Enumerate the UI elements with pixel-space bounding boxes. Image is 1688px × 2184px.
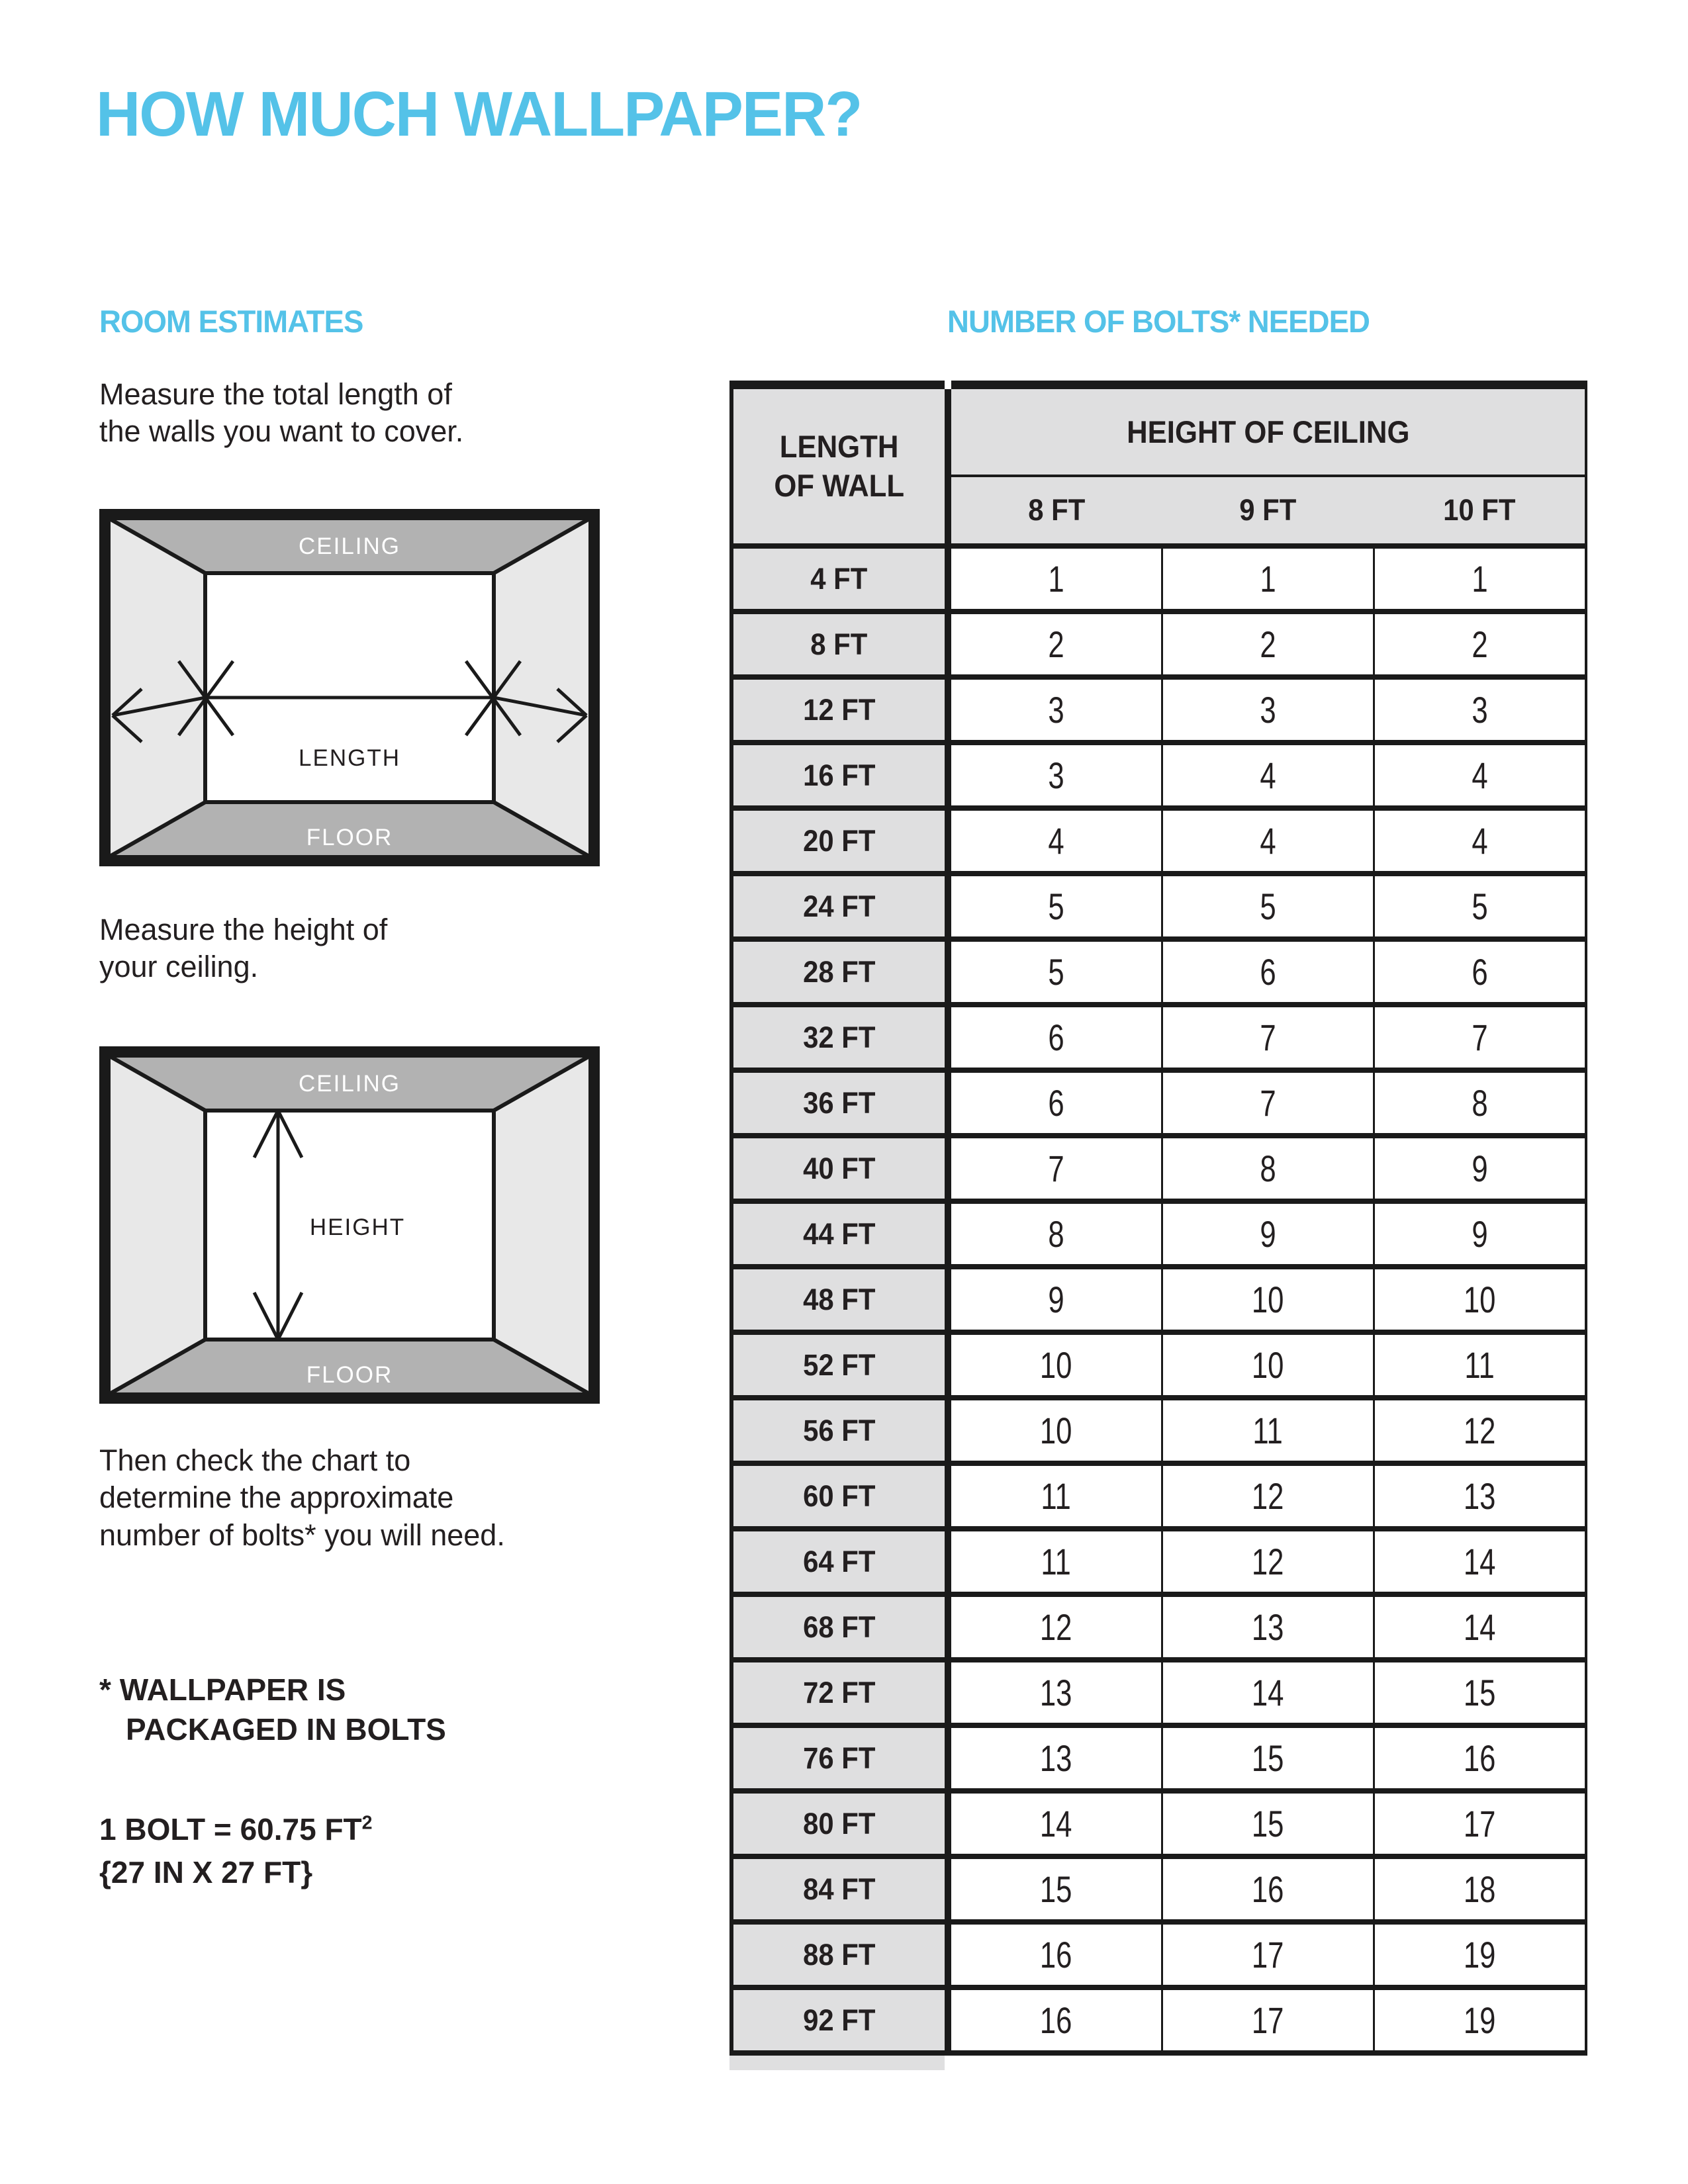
cell-9ft: 4 <box>1163 745 1375 805</box>
column-divider <box>945 1269 951 1330</box>
row-label: 12 FT <box>729 680 945 740</box>
floor-label: FLOOR <box>306 1362 393 1388</box>
table-row <box>729 680 1585 745</box>
row-label: 56 FT <box>729 1400 945 1461</box>
instruction-line: your ceiling. <box>99 949 259 983</box>
column-divider <box>945 1597 951 1657</box>
bolts-table-heading: NUMBER OF BOLTS* NEEDED <box>947 304 1370 339</box>
cell-10ft: 18 <box>1464 1868 1496 1910</box>
column-divider <box>945 680 951 740</box>
row-label: 88 FT <box>729 1925 945 1985</box>
cell-9ft: 2 <box>1163 614 1375 674</box>
bolt-footnote <box>99 1670 675 1750</box>
row-label: 8 FT <box>729 614 945 674</box>
cell-9ft: 6 <box>1163 942 1375 1002</box>
bolt-dimensions: {27 IN X 27 FT} <box>99 1854 313 1889</box>
table-row <box>729 1466 1585 1531</box>
table-row <box>729 1662 1585 1728</box>
cell-8ft: 14 <box>951 1794 1163 1854</box>
cell-10ft: 14 <box>1464 1541 1496 1582</box>
footnote-text-line: PACKAGED IN BOLTS <box>126 1712 446 1747</box>
footnote-text-line: WALLPAPER IS <box>119 1672 346 1707</box>
table-row <box>729 1007 1585 1073</box>
table-header <box>729 389 1585 549</box>
room-estimates-heading: ROOM ESTIMATES <box>99 304 363 339</box>
room-estimates-section <box>99 303 675 1893</box>
table-footer-overhang <box>729 2056 945 2070</box>
instruction-measure-length <box>99 376 675 451</box>
cell-8ft: 9 <box>951 1269 1163 1330</box>
row-label: 28 FT <box>729 942 945 1002</box>
cell-8ft: 10 <box>951 1400 1163 1461</box>
cell-9ft: 17 <box>1163 1990 1375 2050</box>
ceiling-label: CEILING <box>298 533 401 559</box>
instruction-check-chart <box>99 1442 675 1554</box>
bolts-table <box>729 381 1587 2070</box>
left-wall-surface <box>109 1056 205 1394</box>
row-label: 44 FT <box>729 1204 945 1264</box>
column-divider <box>945 1925 951 1985</box>
column-divider <box>945 1859 951 1919</box>
length-of-wall-header <box>729 389 945 543</box>
cell-10ft: 8 <box>1472 1082 1488 1124</box>
cell-8ft: 12 <box>951 1597 1163 1657</box>
cell-10ft: 19 <box>1464 1934 1496 1976</box>
height-of-ceiling-header <box>951 389 1585 477</box>
cell-9ft: 7 <box>1163 1007 1375 1068</box>
cell-10ft: 6 <box>1472 951 1488 993</box>
column-divider <box>945 1728 951 1788</box>
bolts-needed-section <box>729 303 1587 2070</box>
cell-8ft: 8 <box>951 1204 1163 1264</box>
cell-9ft: 3 <box>1163 680 1375 740</box>
cell-9ft: 9 <box>1163 1204 1375 1264</box>
cell-9ft: 7 <box>1163 1073 1375 1133</box>
table-row <box>729 1859 1585 1925</box>
cell-10ft: 7 <box>1472 1017 1488 1058</box>
instruction-line: number of bolts* you will need. <box>99 1518 505 1552</box>
footnote-asterisk: * <box>99 1672 111 1707</box>
column-divider <box>945 389 951 543</box>
column-divider <box>945 1531 951 1592</box>
cell-8ft: 11 <box>951 1531 1163 1592</box>
row-label: 80 FT <box>729 1794 945 1854</box>
ceiling-height-subheader <box>951 477 1585 543</box>
cell-9ft: 11 <box>1163 1400 1375 1461</box>
row-label: 64 FT <box>729 1531 945 1592</box>
cell-10ft: 19 <box>1464 1999 1496 2041</box>
row-label: 20 FT <box>729 811 945 871</box>
bolt-equation-superscript: 2 <box>361 1812 373 1834</box>
cell-8ft: 7 <box>951 1138 1163 1199</box>
row-label: 52 FT <box>729 1335 945 1395</box>
cell-9ft: 10 <box>1163 1335 1375 1395</box>
table-row <box>729 1269 1585 1335</box>
row-label: 32 FT <box>729 1007 945 1068</box>
table-top-bar <box>729 381 1585 389</box>
cell-9ft: 1 <box>1163 549 1375 609</box>
left-wall-surface <box>109 518 205 857</box>
row-label: 36 FT <box>729 1073 945 1133</box>
cell-10ft: 1 <box>1472 558 1488 600</box>
cell-10ft: 5 <box>1472 886 1488 927</box>
cell-10ft: 14 <box>1464 1606 1496 1648</box>
cell-10ft: 2 <box>1472 623 1488 665</box>
cell-9ft: 15 <box>1163 1794 1375 1854</box>
cell-8ft: 13 <box>951 1662 1163 1723</box>
header-line: LENGTH <box>779 428 899 464</box>
cell-10ft: 9 <box>1472 1148 1488 1189</box>
cell-10ft: 13 <box>1464 1475 1496 1517</box>
table-row <box>729 1204 1585 1269</box>
ceiling-label: CEILING <box>298 1071 401 1097</box>
instruction-line: Measure the height of <box>99 912 388 946</box>
cell-10ft: 9 <box>1472 1213 1488 1255</box>
column-divider <box>945 811 951 871</box>
cell-9ft: 5 <box>1163 876 1375 936</box>
header-line: OF WALL <box>774 467 904 503</box>
cell-8ft: 3 <box>951 745 1163 805</box>
table-row <box>729 1728 1585 1794</box>
col-header-9ft: 9 FT <box>1239 493 1297 527</box>
column-divider <box>945 1662 951 1723</box>
instruction-line: Measure the total length of <box>99 377 452 411</box>
instruction-line: Then check the chart to <box>99 1443 411 1477</box>
table-row <box>729 1925 1585 1990</box>
column-divider <box>945 1073 951 1133</box>
table-row <box>729 876 1585 942</box>
table-row <box>729 811 1585 876</box>
room-diagram-height <box>99 1046 600 1404</box>
cell-9ft: 10 <box>1163 1269 1375 1330</box>
length-label: LENGTH <box>299 745 400 771</box>
cell-8ft: 11 <box>951 1466 1163 1526</box>
column-divider <box>945 1466 951 1526</box>
table-row <box>729 1531 1585 1597</box>
table-row <box>729 1138 1585 1204</box>
table-row <box>729 1400 1585 1466</box>
table-row <box>729 942 1585 1007</box>
cell-10ft: 10 <box>1464 1279 1496 1320</box>
cell-8ft: 15 <box>951 1859 1163 1919</box>
floor-label: FLOOR <box>306 824 393 850</box>
column-divider <box>945 942 951 1002</box>
table-row <box>729 1335 1585 1400</box>
instruction-line: the walls you want to cover. <box>99 414 464 449</box>
room-diagram-length <box>99 509 600 866</box>
cell-9ft: 13 <box>1163 1597 1375 1657</box>
column-divider <box>945 1007 951 1068</box>
table-row <box>729 614 1585 680</box>
row-label: 92 FT <box>729 1990 945 2050</box>
col-header-10ft: 10 FT <box>1442 493 1516 527</box>
bolt-size-info <box>99 1808 675 1893</box>
table-row <box>729 1794 1585 1859</box>
cell-8ft: 13 <box>951 1728 1163 1788</box>
header-line: HEIGHT OF CEILING <box>1126 414 1410 449</box>
cell-9ft: 16 <box>1163 1859 1375 1919</box>
cell-8ft: 16 <box>951 1990 1163 2050</box>
cell-8ft: 1 <box>951 549 1163 609</box>
column-divider <box>945 1990 951 2050</box>
col-header-8ft: 8 FT <box>1028 493 1086 527</box>
cell-8ft: 6 <box>951 1073 1163 1133</box>
row-label: 16 FT <box>729 745 945 805</box>
column-divider <box>945 1138 951 1199</box>
right-wall-surface <box>494 1056 590 1394</box>
cell-10ft: 3 <box>1472 689 1488 731</box>
cell-10ft: 12 <box>1464 1410 1496 1451</box>
cell-10ft: 4 <box>1472 754 1488 796</box>
column-divider <box>945 614 951 674</box>
column-divider <box>945 876 951 936</box>
table-row <box>729 1597 1585 1662</box>
column-divider <box>945 1335 951 1395</box>
cell-8ft: 5 <box>951 876 1163 936</box>
row-label: 68 FT <box>729 1597 945 1657</box>
cell-8ft: 16 <box>951 1925 1163 1985</box>
instruction-line: determine the approximate <box>99 1480 454 1515</box>
table-row <box>729 745 1585 811</box>
column-divider <box>945 745 951 805</box>
row-label: 24 FT <box>729 876 945 936</box>
column-divider <box>945 549 951 609</box>
table-body <box>729 549 1585 2056</box>
column-divider <box>945 1794 951 1854</box>
cell-8ft: 3 <box>951 680 1163 740</box>
cell-10ft: 15 <box>1464 1672 1496 1713</box>
column-divider <box>945 1400 951 1461</box>
cell-9ft: 15 <box>1163 1728 1375 1788</box>
bolt-equation: 1 BOLT = 60.75 FT <box>99 1812 362 1847</box>
cell-10ft: 17 <box>1464 1803 1496 1844</box>
row-label: 84 FT <box>729 1859 945 1919</box>
cell-9ft: 17 <box>1163 1925 1375 1985</box>
row-label: 4 FT <box>729 549 945 609</box>
cell-10ft: 16 <box>1464 1737 1496 1779</box>
cell-8ft: 10 <box>951 1335 1163 1395</box>
cell-10ft: 11 <box>1464 1344 1495 1386</box>
page-title: HOW MUCH WALLPAPER? <box>96 79 862 150</box>
cell-10ft: 4 <box>1472 820 1488 862</box>
cell-9ft: 4 <box>1163 811 1375 871</box>
cell-9ft: 14 <box>1163 1662 1375 1723</box>
row-label: 40 FT <box>729 1138 945 1199</box>
table-row <box>729 1073 1585 1138</box>
row-label: 60 FT <box>729 1466 945 1526</box>
height-label: HEIGHT <box>309 1214 406 1240</box>
column-divider <box>945 1204 951 1264</box>
instruction-measure-height <box>99 911 675 986</box>
cell-9ft: 12 <box>1163 1466 1375 1526</box>
right-wall-surface <box>494 518 590 857</box>
row-label: 48 FT <box>729 1269 945 1330</box>
cell-8ft: 5 <box>951 942 1163 1002</box>
table-row <box>729 1990 1585 2056</box>
table-row <box>729 549 1585 614</box>
row-label: 72 FT <box>729 1662 945 1723</box>
cell-8ft: 2 <box>951 614 1163 674</box>
row-label: 76 FT <box>729 1728 945 1788</box>
cell-9ft: 12 <box>1163 1531 1375 1592</box>
cell-8ft: 4 <box>951 811 1163 871</box>
cell-9ft: 8 <box>1163 1138 1375 1199</box>
cell-8ft: 6 <box>951 1007 1163 1068</box>
